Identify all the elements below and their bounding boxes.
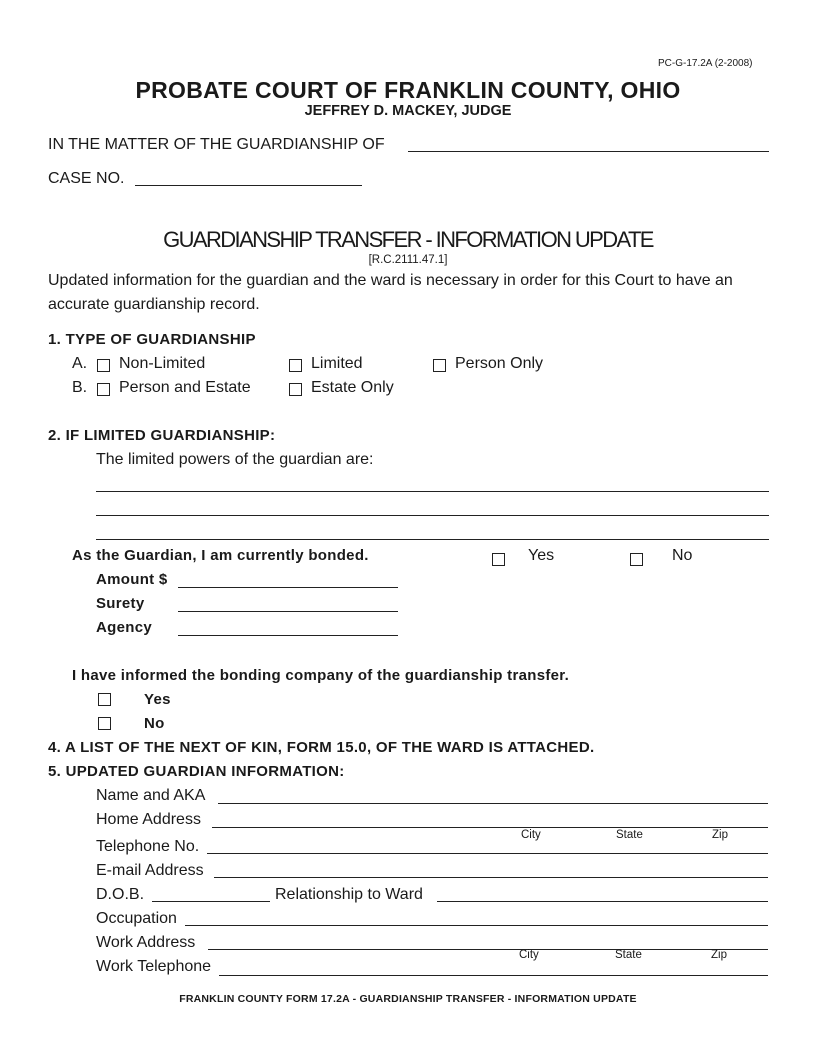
person-estate-label: Person and Estate xyxy=(119,379,251,396)
surety-label: Surety xyxy=(96,595,145,612)
limited-label: Limited xyxy=(311,355,363,372)
limited-powers-label: The limited powers of the guardian are: xyxy=(96,451,374,468)
surety-field[interactable] xyxy=(178,611,398,612)
relationship-label: Relationship to Ward xyxy=(275,886,423,903)
occupation-label: Occupation xyxy=(96,910,177,927)
limited-powers-line-1[interactable] xyxy=(96,491,769,492)
section-2-heading: 2. IF LIMITED GUARDIANSHIP: xyxy=(48,427,276,444)
home-zip-caption: Zip xyxy=(712,829,728,841)
work-telephone-label: Work Telephone xyxy=(96,958,212,975)
matter-field[interactable] xyxy=(408,151,769,152)
row-a-letter: A. xyxy=(72,355,88,372)
section-4-heading: 4. A LIST OF THE NEXT OF KIN, FORM 15.0, OF THE WARD IS ATTACHED. xyxy=(48,739,595,756)
amount-field[interactable] xyxy=(178,587,398,588)
person-only-label: Person Only xyxy=(455,355,544,372)
amount-label: Amount $ xyxy=(96,571,168,588)
bonded-yes-label: Yes xyxy=(528,547,555,564)
home-state-caption: State xyxy=(616,829,643,841)
bonded-yes-checkbox[interactable] xyxy=(492,553,505,566)
work-state-caption: State xyxy=(615,949,642,961)
person-estate-checkbox[interactable] xyxy=(97,383,110,396)
estate-only-label: Estate Only xyxy=(311,379,394,396)
agency-label: Agency xyxy=(96,619,152,636)
non-limited-label: Non-Limited xyxy=(119,355,206,372)
informed-no-checkbox[interactable] xyxy=(98,717,111,730)
email-field[interactable] xyxy=(214,877,768,878)
judge-name: JEFFREY D. MACKEY, JUDGE xyxy=(304,103,512,119)
page-title: GUARDIANSHIP TRANSFER - INFORMATION UPDATE xyxy=(163,227,653,252)
email-label: E-mail Address xyxy=(96,862,204,879)
name-aka-label: Name and AKA xyxy=(96,787,206,804)
home-city-caption: City xyxy=(521,829,541,841)
limited-powers-line-2[interactable] xyxy=(96,515,769,516)
intro-text-line1: Updated information for the guardian and the ward is necessary in order for this Court to have an xyxy=(48,272,733,289)
telephone-label: Telephone No. xyxy=(96,838,200,855)
bonding-statement: I have informed the bonding company of the guardianship transfer. xyxy=(72,667,570,684)
matter-label: IN THE MATTER OF THE GUARDIANSHIP OF xyxy=(48,136,385,153)
work-zip-caption: Zip xyxy=(711,949,727,961)
bonded-no-label: No xyxy=(672,547,693,564)
statute-reference: [R.C.2111.47.1] xyxy=(368,254,448,266)
form-number: PC-G-17.2A (2-2008) xyxy=(658,58,753,69)
bond-statement: As the Guardian, I am currently bonded. xyxy=(72,547,369,564)
work-address-label: Work Address xyxy=(96,934,196,951)
section-5-heading: 5. UPDATED GUARDIAN INFORMATION: xyxy=(48,763,345,780)
work-city-caption: City xyxy=(519,949,539,961)
limited-checkbox[interactable] xyxy=(289,359,302,372)
bonded-no-checkbox[interactable] xyxy=(630,553,643,566)
person-only-checkbox[interactable] xyxy=(433,359,446,372)
row-b-letter: B. xyxy=(72,379,88,396)
dob-field[interactable] xyxy=(152,901,270,902)
informed-yes-label: Yes xyxy=(144,691,171,708)
occupation-field[interactable] xyxy=(185,925,768,926)
non-limited-checkbox[interactable] xyxy=(97,359,110,372)
estate-only-checkbox[interactable] xyxy=(289,383,302,396)
informed-yes-checkbox[interactable] xyxy=(98,693,111,706)
name-aka-field[interactable] xyxy=(218,803,768,804)
case-label: CASE NO. xyxy=(48,170,125,187)
relationship-field[interactable] xyxy=(437,901,768,902)
work-telephone-field[interactable] xyxy=(219,975,768,976)
agency-field[interactable] xyxy=(178,635,398,636)
informed-no-label: No xyxy=(144,715,165,732)
home-address-field[interactable] xyxy=(212,827,768,828)
home-address-label: Home Address xyxy=(96,811,201,828)
section-1-heading: 1. TYPE OF GUARDIANSHIP xyxy=(48,331,256,348)
work-address-field[interactable] xyxy=(208,949,768,950)
form-footer: FRANKLIN COUNTY FORM 17.2A - GUARDIANSHIP TRANSFER - INFORMATION UPDATE xyxy=(179,993,637,1005)
case-number-field[interactable] xyxy=(135,185,362,186)
limited-powers-line-3[interactable] xyxy=(96,539,769,540)
telephone-field[interactable] xyxy=(207,853,768,854)
dob-label: D.O.B. xyxy=(96,886,145,903)
court-name: PROBATE COURT OF FRANKLIN COUNTY, OHIO xyxy=(135,77,681,103)
intro-text-line2: accurate guardianship record. xyxy=(48,296,260,313)
